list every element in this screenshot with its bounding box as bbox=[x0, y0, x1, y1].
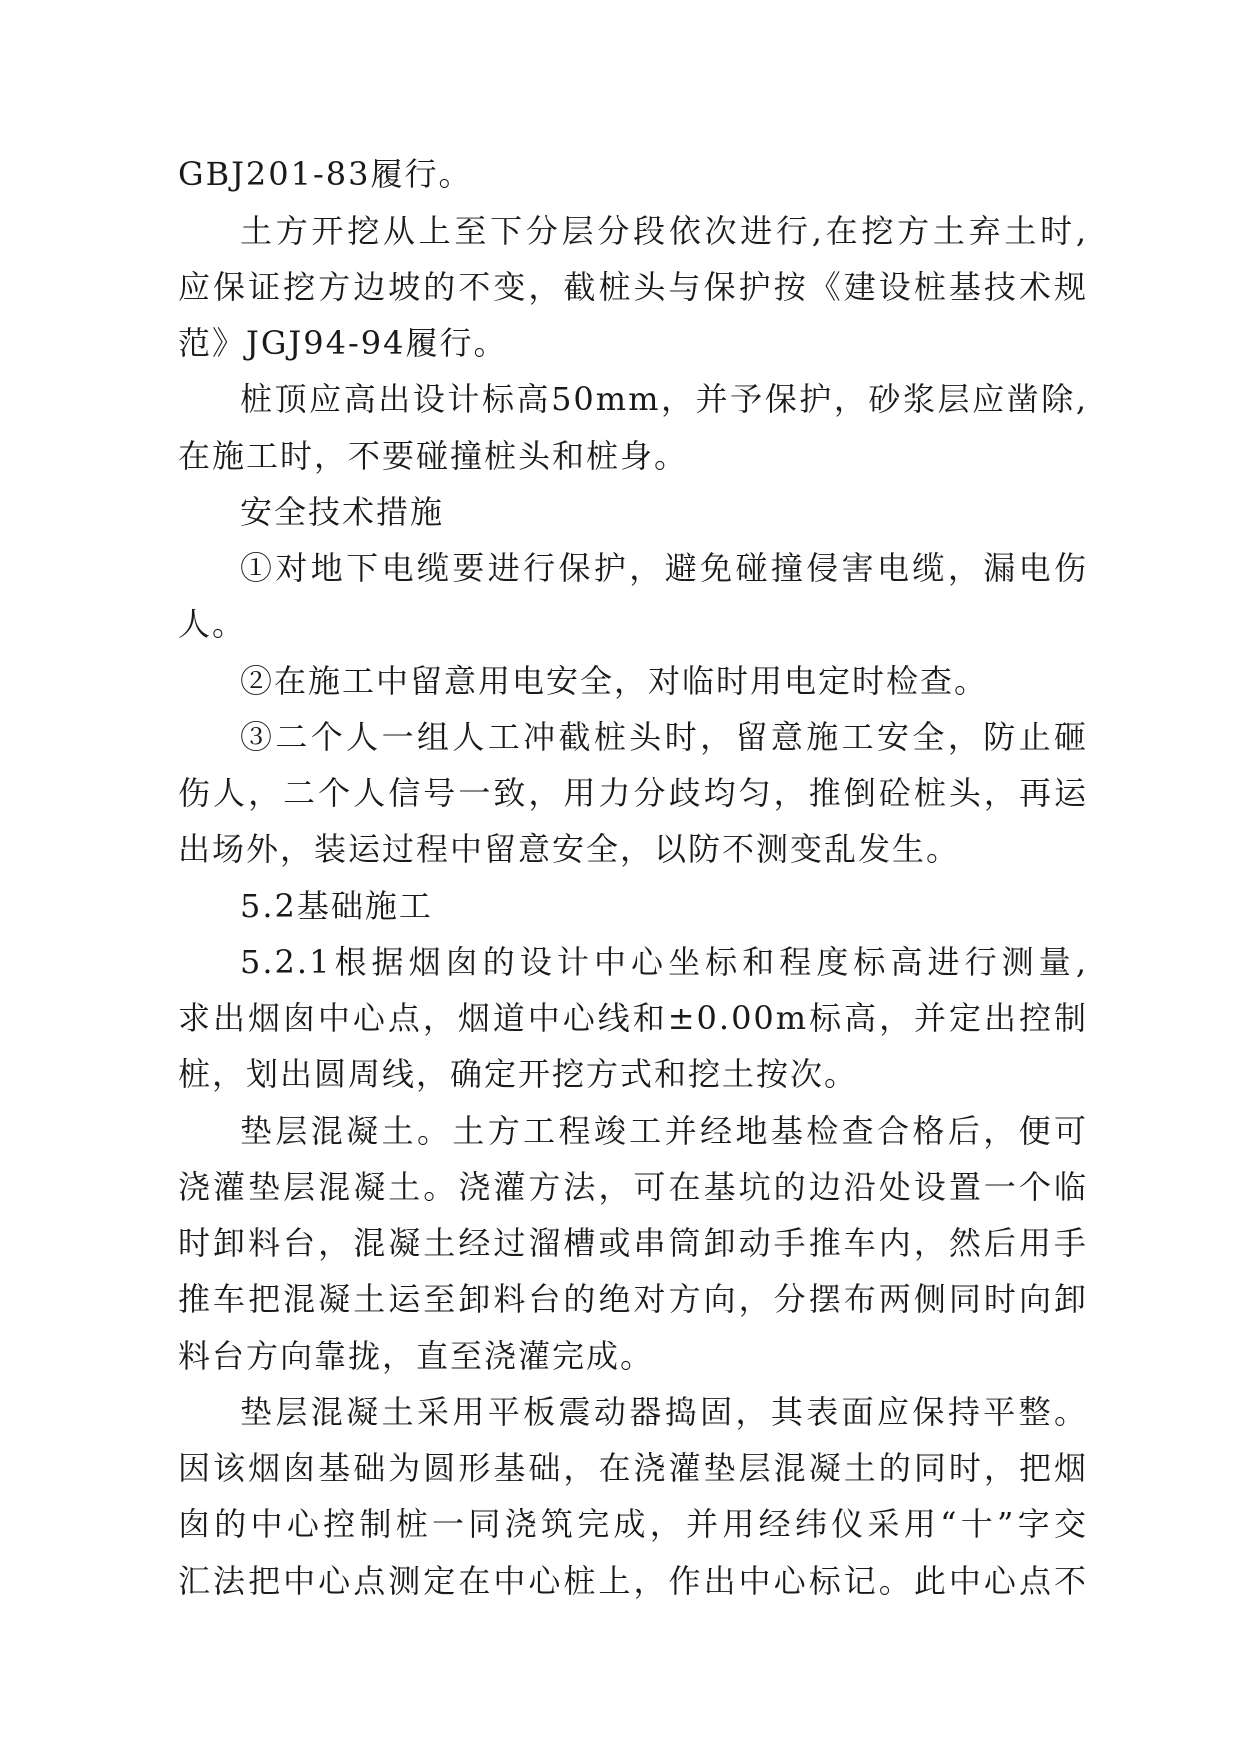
text-line: 垫层混凝土采用平板震动器捣固，其表面应保持平整。 bbox=[240, 1393, 1088, 1431]
text-line: 时卸料台，混凝土经过溜槽或串筒卸动手推车内，然后用手 bbox=[178, 1224, 1088, 1262]
text-line: 出场外，装运过程中留意安全，以防不测变乱发生。 bbox=[178, 830, 961, 868]
text-line: 在施工时，不要碰撞桩头和桩身。 bbox=[178, 437, 689, 475]
text-line: 土方开挖从上至下分层分段依次进行,在挖方土弃土时, bbox=[240, 212, 1088, 250]
section-heading: 安全技术措施 bbox=[240, 493, 445, 531]
text-line: 桩顶应高出设计标高50mm，并予保护，砂浆层应凿除, bbox=[240, 380, 1088, 418]
text-line: 求出烟囱中心点，烟道中心线和±0.00m标高，并定出控制 bbox=[178, 999, 1088, 1037]
text-line: ①对地下电缆要进行保护，避免碰撞侵害电缆，漏电伤 bbox=[240, 549, 1088, 587]
text-line: 垫层混凝土。土方工程竣工并经地基检查合格后，便可 bbox=[240, 1112, 1088, 1150]
text-line: 伤人，二个人信号一致，用力分歧均匀，推倒砼桩头，再运 bbox=[178, 774, 1088, 812]
text-line: 应保证挖方边坡的不变，截桩头与保护按《建设桩基技术规 bbox=[178, 268, 1088, 306]
text-line: 桩，划出圆周线，确定开挖方式和挖土按次。 bbox=[178, 1055, 859, 1093]
section-heading: 5.2基础施工 bbox=[240, 887, 433, 925]
text-line: GBJ201-83履行。 bbox=[178, 155, 473, 193]
text-line: ②在施工中留意用电安全，对临时用电定时检查。 bbox=[240, 662, 989, 700]
text-line: 囱的中心控制桩一同浇筑完成，并用经纬仪采用“十”字交 bbox=[178, 1505, 1088, 1543]
text-line: ③二个人一组人工冲截桩头时，留意施工安全，防止砸 bbox=[240, 718, 1088, 756]
text-line: 汇法把中心点测定在中心桩上，作出中心标记。此中心点不 bbox=[178, 1562, 1088, 1600]
text-line: 浇灌垫层混凝土。浇灌方法，可在基坑的边沿处设置一个临 bbox=[178, 1168, 1088, 1206]
text-line: 5.2.1根据烟囱的设计中心坐标和程度标高进行测量, bbox=[240, 943, 1088, 981]
text-line: 人。 bbox=[178, 605, 247, 643]
text-line: 因该烟囱基础为圆形基础，在浇灌垫层混凝土的同时，把烟 bbox=[178, 1449, 1088, 1487]
text-line: 推车把混凝土运至卸料台的绝对方向，分摆布两侧同时向卸 bbox=[178, 1280, 1088, 1318]
text-line: 范》JGJ94-94履行。 bbox=[178, 324, 508, 362]
text-line: 料台方向靠拢，直至浇灌完成。 bbox=[178, 1337, 655, 1375]
